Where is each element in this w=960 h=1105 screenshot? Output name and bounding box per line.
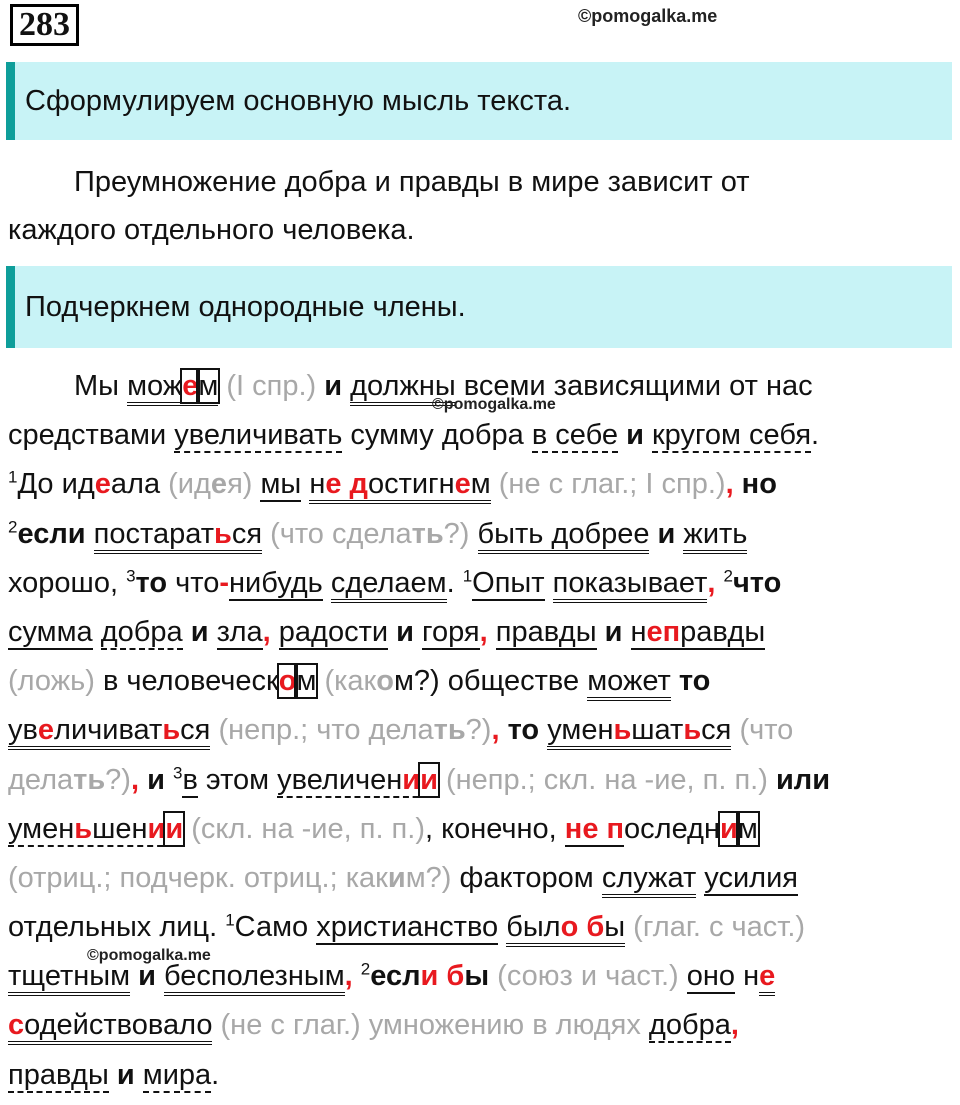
exercise-number: 283	[10, 4, 79, 46]
task-heading-homogeneous: Подчеркнем однородные члены.	[6, 266, 952, 348]
text-line: хорошо, $^3$то что-нибудь сделаем. $^1$Опыт показывает, $^2$что	[8, 559, 952, 608]
text-line: уменьшении (скл. на -ие, п. п.), конечно, не последним	[8, 812, 758, 845]
task-heading-main-idea: Сформулируем основную мысль текста.	[6, 62, 952, 140]
text-line: средствами увеличивать сумму добра в себе и кругом себя.	[8, 419, 820, 452]
text-line: $^2$если постараться (что сделать?) быть добрее и жить	[8, 510, 952, 559]
text-line: Мы можем (I спр.) и должны всеми зависящими от нас	[8, 362, 952, 411]
text-line: (отриц.; подчерк. отриц.; каким?) фактором служат усилия	[8, 854, 952, 903]
text-line: тщетным и бесполезным, $^2$если бы (союз и част.) оно не	[8, 952, 952, 1001]
watermark: ©pomogalka.me	[87, 947, 211, 964]
text-line: увеличиваться (непр.; что делать?), то уменьшаться (что	[8, 706, 952, 755]
text-line: (ложь) в человеческом (каком?) обществе может то	[8, 657, 952, 706]
text-line: содействовало (не с глаг.) умножению в людях добра,	[8, 1001, 952, 1050]
answer-line: каждого отдельного человека.	[8, 214, 415, 246]
analyzed-text	[8, 362, 952, 1100]
answer-line: Преумножение добра и правды в мире зависит от	[74, 166, 750, 198]
text-line: сумма добра и зла, радости и горя, правды и неправды	[8, 615, 766, 648]
answer-paragraph	[8, 158, 952, 254]
text-line: делать?), и $^3$в этом увеличении (непр.; скл. на -ие, п. п.) или	[8, 762, 831, 796]
text-line: правды и мира.	[8, 1058, 220, 1091]
watermark: ©pomogalka.me	[578, 6, 718, 26]
text-line: $^1$До идеала (идея) мы не достигнем (не с глаг.; I спр.), но	[8, 460, 952, 509]
text-line: отдельных лиц. $^1$Само христианство было бы (глаг. с част.)	[8, 903, 952, 952]
watermark: ©pomogalka.me	[432, 396, 556, 413]
